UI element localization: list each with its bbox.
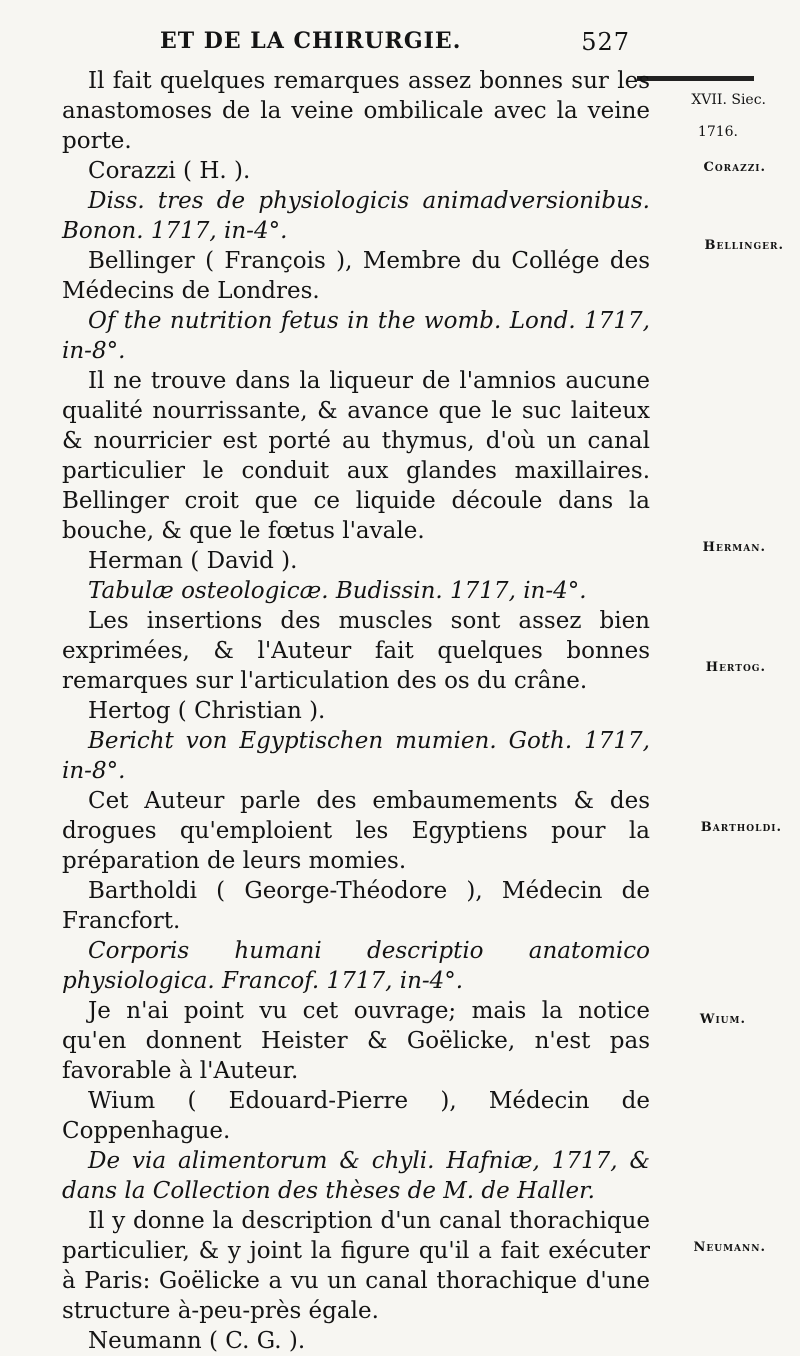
paragraph: Cet Auteur parle des embaumements & des drogues qu'emploient les Egyptiens pour la préparation de leurs momies. xyxy=(62,788,650,874)
book-title: Bericht von Egyptischen mumien. Goth. 1717, in-8°. xyxy=(62,728,650,784)
author-heading: Bellinger ( François ), Membre du Collége des Médecins de Londres. xyxy=(62,248,650,304)
book-title: Corporis humani descriptio anatomico physiologica. Francof. 1717, in-4°. xyxy=(62,938,650,994)
margin-neumann: Neumann. xyxy=(693,1240,766,1255)
margin-rule xyxy=(637,76,754,81)
author-heading: Neumann ( C. G. ). xyxy=(88,1328,306,1354)
author-heading: Corazzi ( H. ). xyxy=(88,158,251,184)
margin-hertog: Hertog. xyxy=(705,660,766,675)
author-heading: Bartholdi ( George-Théodore ), Médecin de Francfort. xyxy=(62,878,650,934)
author-heading: Herman ( David ). xyxy=(88,548,298,574)
page-number: 527 xyxy=(581,28,630,56)
author-heading: Hertog ( Christian ). xyxy=(88,698,326,724)
paragraph: Il y donne la description d'un canal thorachique particulier, & y joint la figure qu'il a fait exécuter à Paris: Goëlicke a vu un canal thorachique d'une structure à-peu-près égale. xyxy=(62,1208,650,1324)
book-title: Of the nutrition fetus in the womb. Lond. 1717, in-8°. xyxy=(62,308,650,364)
page-body xyxy=(62,66,650,1356)
paragraph: Il fait quelques remarques assez bonnes sur les anastomoses de la veine ombilicale avec la veine porte. xyxy=(62,68,650,154)
margin-wium: Wium. xyxy=(699,1012,746,1027)
author-heading: Wium ( Edouard-Pierre ), Médecin de Coppenhague. xyxy=(62,1088,650,1144)
book-title: De via alimentorum & chyli. Hafniæ, 1717, & dans la Collection des thèses de M. de Haller. xyxy=(62,1148,650,1204)
margin-bellinger: Bellinger. xyxy=(704,238,784,253)
margin-century: XVII. Siec. xyxy=(691,92,766,108)
margin-year: 1716. xyxy=(697,124,738,140)
paragraph: Les insertions des muscles sont assez bien exprimées, & l'Auteur fait quelques bonnes remarques sur l'articulation des os du crâne. xyxy=(62,608,650,694)
margin-bartholdi: Bartholdi. xyxy=(700,820,782,835)
margin-herman: Herman. xyxy=(702,540,766,555)
paragraph: Je n'ai point vu cet ouvrage; mais la notice qu'en donnent Heister & Goëlicke, n'est pas favorable à l'Auteur. xyxy=(62,998,650,1084)
book-title: Tabulæ osteologicæ. Budissin. 1717, in-4°. xyxy=(88,578,587,604)
paragraph: Il ne trouve dans la liqueur de l'amnios aucune qualité nourrissante, & avance que le suc laiteux & nourricier est porté au thymus, d'où un canal particulier le conduit aux glandes maxillaires. Bellinger croit que ce liquide découle dans la bouche, & que le fœtus l'avale. xyxy=(62,368,650,544)
running-title: ET DE LA CHIRURGIE. xyxy=(160,28,462,54)
book-title: Diss. tres de physiologicis animadversionibus. Bonon. 1717, in-4°. xyxy=(62,188,650,244)
margin-corazzi: Corazzi. xyxy=(703,160,766,175)
